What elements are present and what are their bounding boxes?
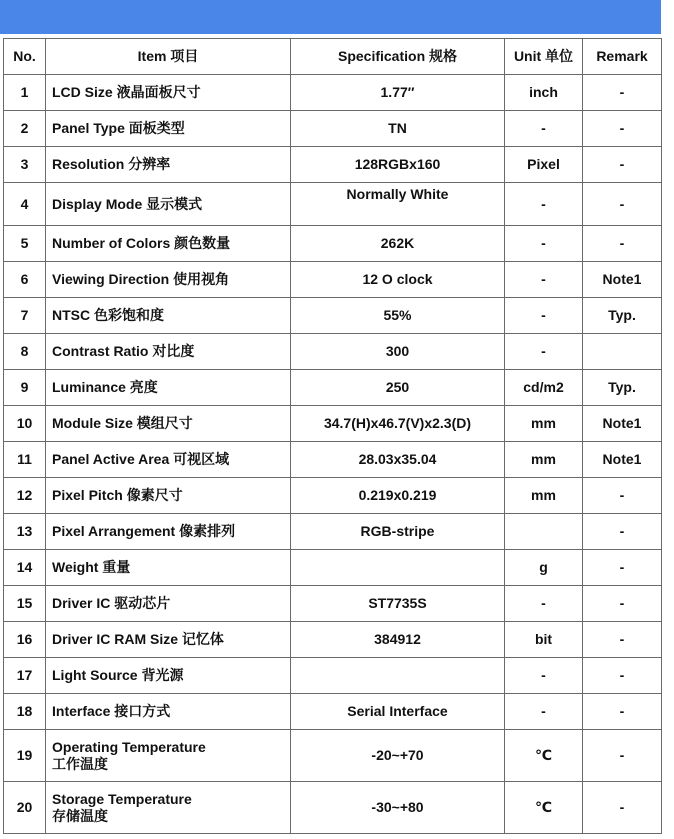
table-row <box>4 226 662 262</box>
table-row <box>4 658 662 694</box>
cell-unit: inch <box>505 75 583 111</box>
table-row <box>4 622 662 658</box>
table-row <box>4 442 662 478</box>
table-row <box>4 298 662 334</box>
cell-item: Viewing Direction 使用视角 <box>46 262 291 298</box>
table-row <box>4 694 662 730</box>
cell-item: LCD Size 液晶面板尺寸 <box>46 75 291 111</box>
table-row <box>4 730 662 782</box>
header-bar <box>0 0 661 34</box>
cell-spec: 28.03x35.04 <box>291 442 505 478</box>
cell-unit: - <box>505 262 583 298</box>
cell-unit: bit <box>505 622 583 658</box>
cell-unit: mm <box>505 442 583 478</box>
cell-no: 8 <box>4 334 46 370</box>
cell-no: 15 <box>4 586 46 622</box>
cell-spec: TN <box>291 111 505 147</box>
cell-spec: 1.77″ <box>291 75 505 111</box>
cell-remark: - <box>583 226 662 262</box>
cell-remark: Note1 <box>583 406 662 442</box>
cell-spec <box>291 658 505 694</box>
cell-unit: - <box>505 111 583 147</box>
cell-item: Panel Active Area 可视区域 <box>46 442 291 478</box>
cell-remark: Note1 <box>583 262 662 298</box>
cell-no: 19 <box>4 730 46 782</box>
cell-no: 7 <box>4 298 46 334</box>
cell-remark: - <box>583 111 662 147</box>
cell-remark: - <box>583 658 662 694</box>
cell-spec: 55% <box>291 298 505 334</box>
cell-item <box>46 782 291 834</box>
cell-no: 3 <box>4 147 46 183</box>
cell-no: 13 <box>4 514 46 550</box>
cell-spec: RGB-stripe <box>291 514 505 550</box>
cell-remark: - <box>583 694 662 730</box>
table-row <box>4 550 662 586</box>
cell-unit: Pixel <box>505 147 583 183</box>
cell-unit: g <box>505 550 583 586</box>
cell-no: 9 <box>4 370 46 406</box>
cell-no: 12 <box>4 478 46 514</box>
cell-remark: Typ. <box>583 298 662 334</box>
item-label-cn: 工作温度 <box>52 755 108 772</box>
cell-spec: Serial Interface <box>291 694 505 730</box>
cell-no: 17 <box>4 658 46 694</box>
col-header-remark: Remark <box>583 39 662 75</box>
table-header-row <box>4 39 662 75</box>
cell-no: 2 <box>4 111 46 147</box>
cell-item: Panel Type 面板类型 <box>46 111 291 147</box>
cell-item: Interface 接口方式 <box>46 694 291 730</box>
cell-item: Resolution 分辨率 <box>46 147 291 183</box>
cell-unit: cd/m2 <box>505 370 583 406</box>
cell-remark: Typ. <box>583 370 662 406</box>
cell-item: Number of Colors 颜色数量 <box>46 226 291 262</box>
cell-remark: - <box>583 782 662 834</box>
table-row <box>4 183 662 226</box>
cell-unit: - <box>505 226 583 262</box>
cell-spec: -20~+70 <box>291 730 505 782</box>
cell-spec: 0.219x0.219 <box>291 478 505 514</box>
cell-item: Display Mode 显示模式 <box>46 183 291 226</box>
cell-unit: mm <box>505 478 583 514</box>
cell-unit: - <box>505 694 583 730</box>
table-row <box>4 334 662 370</box>
cell-spec: 128RGBx160 <box>291 147 505 183</box>
cell-remark: - <box>583 586 662 622</box>
cell-spec: 12 O clock <box>291 262 505 298</box>
table-row <box>4 111 662 147</box>
cell-no: 1 <box>4 75 46 111</box>
cell-item: Driver IC RAM Size 记忆体 <box>46 622 291 658</box>
cell-unit <box>505 514 583 550</box>
cell-remark: - <box>583 75 662 111</box>
col-header-no: No. <box>4 39 46 75</box>
table-row <box>4 370 662 406</box>
cell-item: Light Source 背光源 <box>46 658 291 694</box>
cell-no: 10 <box>4 406 46 442</box>
table-row <box>4 514 662 550</box>
cell-remark: - <box>583 550 662 586</box>
specification-table <box>3 38 662 834</box>
col-header-item: Item 项目 <box>46 39 291 75</box>
col-header-spec: Specification 规格 <box>291 39 505 75</box>
cell-spec: -30~+80 <box>291 782 505 834</box>
cell-item: Pixel Arrangement 像素排列 <box>46 514 291 550</box>
cell-item: Module Size 模组尺寸 <box>46 406 291 442</box>
cell-remark: Note1 <box>583 442 662 478</box>
table-row <box>4 478 662 514</box>
cell-remark: - <box>583 622 662 658</box>
cell-item: NTSC 色彩饱和度 <box>46 298 291 334</box>
cell-spec <box>291 550 505 586</box>
header-edge <box>661 0 674 34</box>
cell-remark: - <box>583 478 662 514</box>
cell-no: 18 <box>4 694 46 730</box>
cell-spec: 250 <box>291 370 505 406</box>
cell-item: Contrast Ratio 对比度 <box>46 334 291 370</box>
cell-no: 16 <box>4 622 46 658</box>
cell-no: 5 <box>4 226 46 262</box>
item-label-en: Operating Temperature <box>52 738 206 755</box>
cell-spec: ST7735S <box>291 586 505 622</box>
table-row <box>4 406 662 442</box>
cell-unit: - <box>505 298 583 334</box>
cell-item: Weight 重量 <box>46 550 291 586</box>
col-header-unit: Unit 单位 <box>505 39 583 75</box>
cell-unit: ℃ <box>505 730 583 782</box>
table-row <box>4 782 662 834</box>
cell-unit: - <box>505 334 583 370</box>
cell-spec: 34.7(H)x46.7(V)x2.3(D) <box>291 406 505 442</box>
cell-unit: mm <box>505 406 583 442</box>
cell-unit: ℃ <box>505 782 583 834</box>
cell-remark: - <box>583 147 662 183</box>
cell-unit: - <box>505 658 583 694</box>
cell-spec: 262K <box>291 226 505 262</box>
cell-no: 6 <box>4 262 46 298</box>
table-row <box>4 147 662 183</box>
cell-item: Driver IC 驱动芯片 <box>46 586 291 622</box>
cell-no: 4 <box>4 183 46 226</box>
cell-spec: Normally White <box>291 183 505 226</box>
table-row <box>4 262 662 298</box>
cell-spec: 300 <box>291 334 505 370</box>
cell-remark <box>583 334 662 370</box>
table-row <box>4 586 662 622</box>
cell-remark: - <box>583 730 662 782</box>
cell-spec: 384912 <box>291 622 505 658</box>
cell-no: 11 <box>4 442 46 478</box>
cell-item: Pixel Pitch 像素尺寸 <box>46 478 291 514</box>
item-label-en: Storage Temperature <box>52 790 192 807</box>
cell-unit: - <box>505 183 583 226</box>
cell-item: Luminance 亮度 <box>46 370 291 406</box>
cell-remark: - <box>583 183 662 226</box>
cell-no: 20 <box>4 782 46 834</box>
item-label-cn: 存储温度 <box>52 807 108 824</box>
cell-no: 14 <box>4 550 46 586</box>
cell-remark: - <box>583 514 662 550</box>
cell-unit: - <box>505 586 583 622</box>
cell-item <box>46 730 291 782</box>
table-row <box>4 75 662 111</box>
